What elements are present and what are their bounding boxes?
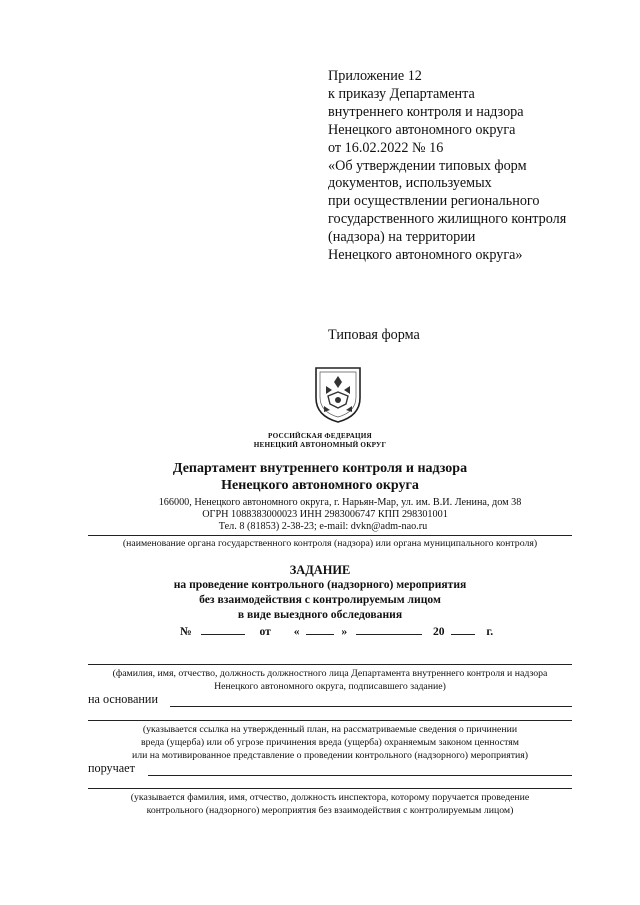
country-label: РОССИЙСКАЯ ФЕДЕРАЦИЯ [268, 432, 372, 440]
region-label: НЕНЕЦКИЙ АВТОНОМНЫЙ ОКРУГ [253, 441, 387, 449]
number-field[interactable] [201, 624, 245, 635]
authority-caption: (наименование органа государственного контроля (надзора) или органа муниципального контроля) [122, 538, 538, 549]
official-field-line[interactable] [88, 664, 572, 665]
department-ogrn: ОГРН 1088383000023 ИНН 2983006747 КПП 298301001 [202, 509, 448, 520]
number-sign: № [180, 625, 192, 638]
coat-of-arms-icon [312, 364, 364, 424]
appendix-line: документов, используемых [328, 175, 492, 192]
inspector-field-line[interactable] [148, 775, 572, 776]
department-title-line1: Департамент внутреннего контроля и надзора [172, 461, 468, 476]
document-subtitle-line1: на проведение контрольного (надзорного) мероприятия [173, 578, 467, 591]
year-field[interactable] [451, 624, 475, 635]
number-date-line [180, 624, 493, 638]
appendix-line: Ненецкого автономного округа» [328, 247, 523, 264]
close-quote: » [341, 625, 348, 638]
inspector-caption-line1: (указывается фамилия, имя, отчество, должность инспектора, которому поручается проведение [130, 792, 530, 803]
official-caption-line2: Ненецкого автономного округа, подписавшего задание) [214, 681, 446, 692]
year-suffix: г. [486, 625, 494, 638]
document-heading: ЗАДАНИЕ [289, 563, 351, 577]
document-subtitle-line3: в виде выездного обследования [237, 608, 403, 621]
instructs-label: поручает [88, 761, 135, 775]
appendix-line: Приложение 12 [328, 68, 422, 84]
appendix-line: от 16.02.2022 № 16 [328, 139, 444, 156]
basis-caption-line2: вреда (ущерба) или об угрозе причинения вреда (ущерба) охраняемым законом ценностям [141, 737, 519, 748]
appendix-line: (надзора) на территории [328, 229, 476, 246]
appendix-line: к приказу Департамента [328, 85, 475, 102]
day-field[interactable] [306, 624, 334, 635]
appendix-line: внутреннего контроля и надзора [328, 103, 524, 120]
divider [88, 535, 572, 536]
department-address: 166000, Ненецкого автономного округа, г. Нарьян-Мар, ул. им. В.И. Ленина, дом 38 [158, 497, 522, 508]
basis-field-line-2[interactable] [88, 720, 572, 721]
document-subtitle-line2: без взаимодействия с контролируемым лицом [199, 593, 441, 606]
department-contacts: Тел. 8 (81853) 2-38-23; e-mail: dvkn@adm-nao.ru [218, 521, 428, 532]
official-caption-line1: (фамилия, имя, отчество, должность должностного лица Департамента внутреннего контроля и надзора [112, 668, 548, 679]
year-prefix: 20 [432, 625, 445, 638]
month-field[interactable] [356, 624, 422, 635]
basis-caption-line3: или на мотивированное представление о проведении контрольного (надзорного) мероприятия) [131, 750, 529, 761]
appendix-line: Ненецкого автономного округа [328, 121, 516, 138]
appendix-line: государственного жилищного контроля [328, 211, 567, 228]
form-type-label: Типовая форма [328, 327, 420, 343]
department-title-line2: Ненецкого автономного округа [221, 478, 419, 493]
appendix-line: «Об утверждении типовых форм [328, 157, 527, 174]
inspector-field-line-2[interactable] [88, 788, 572, 789]
inspector-caption-line2: контрольного (надзорного) мероприятия без взаимодействия с контролируемым лицом) [146, 805, 514, 816]
appendix-block [328, 68, 628, 265]
basis-label: на основании [88, 692, 158, 706]
open-quote: « [293, 625, 300, 638]
from-label: от [259, 625, 271, 638]
basis-caption-line1: (указывается ссылка на утвержденный план, на рассматриваемые сведения о причинении [142, 724, 518, 735]
basis-field-line[interactable] [170, 706, 572, 707]
appendix-line: при осуществлении регионального [328, 193, 540, 210]
